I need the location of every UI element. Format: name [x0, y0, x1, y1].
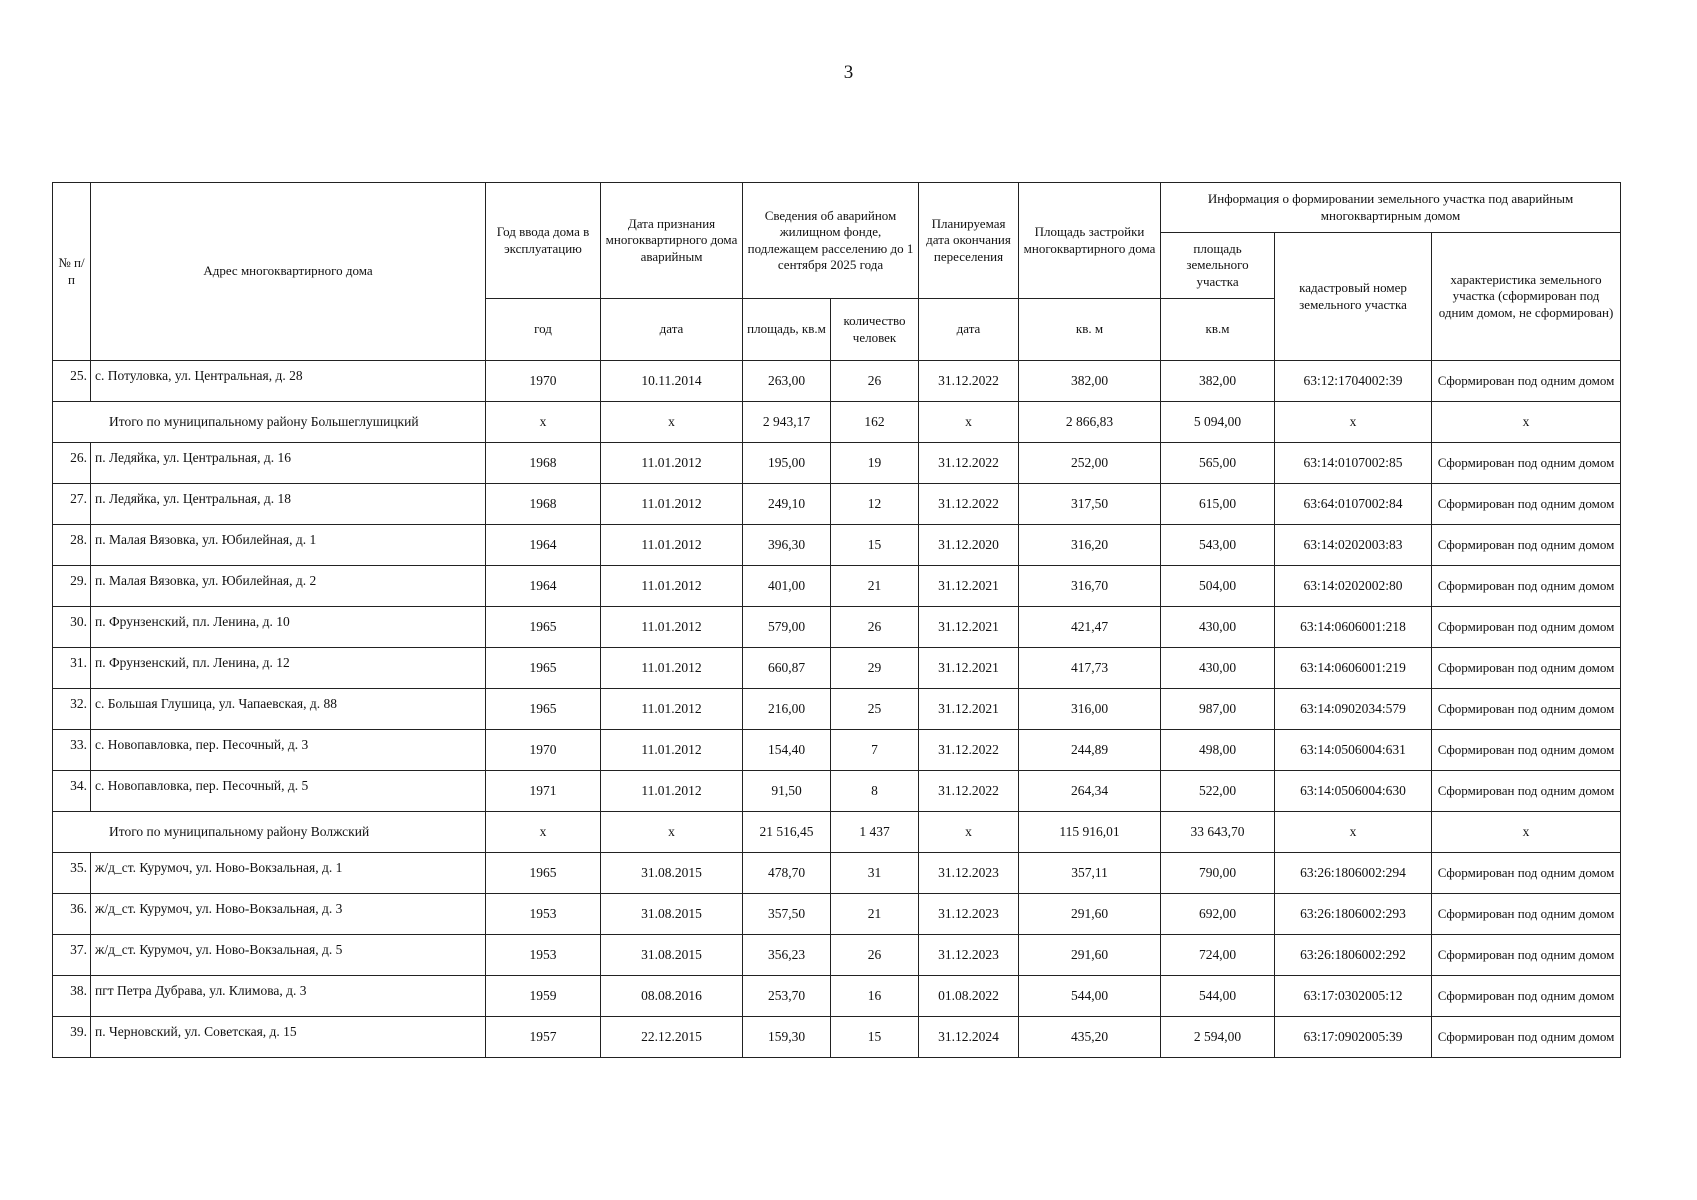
header-unit-land: кв.м [1161, 299, 1275, 361]
table-row [53, 443, 1621, 484]
cell-planned-date: 01.08.2022 [919, 976, 1019, 1017]
cell-land-area: 790,00 [1161, 853, 1275, 894]
cell-build-area: 316,00 [1019, 689, 1161, 730]
cell-recognition-date: x [601, 402, 743, 443]
cell-people: 1 437 [831, 812, 919, 853]
header-recognition-date: Дата признания многоквартирного дома аварийным [601, 183, 743, 299]
cell-recognition-date: 08.08.2016 [601, 976, 743, 1017]
cell-cadastral: 63:14:0606001:219 [1275, 648, 1432, 689]
cell-number: 31. [53, 648, 91, 689]
cell-people: 26 [831, 607, 919, 648]
cell-land-feature: Сформирован под одним домом [1432, 1017, 1621, 1058]
table-row [53, 566, 1621, 607]
cell-land-feature: Сформирован под одним домом [1432, 443, 1621, 484]
cell-cadastral: 63:14:0202002:80 [1275, 566, 1432, 607]
cell-land-area: 2 594,00 [1161, 1017, 1275, 1058]
cell-planned-date: 31.12.2021 [919, 566, 1019, 607]
cell-number: 27. [53, 484, 91, 525]
cell-area: 396,30 [743, 525, 831, 566]
cell-number: 25. [53, 361, 91, 402]
cell-build-area: 421,47 [1019, 607, 1161, 648]
cell-cadastral: x [1275, 402, 1432, 443]
subtotal-row [53, 812, 1621, 853]
cell-recognition-date: 31.08.2015 [601, 894, 743, 935]
cell-land-area: 692,00 [1161, 894, 1275, 935]
cell-land-area: 5 094,00 [1161, 402, 1275, 443]
cell-year: 1964 [486, 566, 601, 607]
cell-recognition-date: 31.08.2015 [601, 853, 743, 894]
table-header [53, 183, 1621, 361]
cell-year: 1964 [486, 525, 601, 566]
cell-land-area: 430,00 [1161, 607, 1275, 648]
cell-land-feature: x [1432, 812, 1621, 853]
cell-recognition-date: 11.01.2012 [601, 771, 743, 812]
cell-address: с. Новопавловка, пер. Песочный, д. 5 [91, 771, 486, 812]
cell-recognition-date: 11.01.2012 [601, 443, 743, 484]
cell-area: 253,70 [743, 976, 831, 1017]
cell-area: 195,00 [743, 443, 831, 484]
cell-people: 162 [831, 402, 919, 443]
header-land-area: площадь земельного участка [1161, 233, 1275, 299]
cell-number: 26. [53, 443, 91, 484]
cell-build-area: 544,00 [1019, 976, 1161, 1017]
cell-planned-date: 31.12.2022 [919, 730, 1019, 771]
cell-planned-date: 31.12.2022 [919, 771, 1019, 812]
subtotal-label: Итого по муниципальному району Волжский [53, 812, 486, 853]
cell-people: 7 [831, 730, 919, 771]
cell-year: 1965 [486, 607, 601, 648]
cell-planned-date: 31.12.2023 [919, 853, 1019, 894]
cell-address: пгт Петра Дубрава, ул. Климова, д. 3 [91, 976, 486, 1017]
cell-recognition-date: 11.01.2012 [601, 689, 743, 730]
cell-number: 28. [53, 525, 91, 566]
cell-address: ж/д_ст. Курумоч, ул. Ново-Вокзальная, д. 1 [91, 853, 486, 894]
subtotal-row [53, 402, 1621, 443]
cell-build-area: 435,20 [1019, 1017, 1161, 1058]
cell-build-area: 2 866,83 [1019, 402, 1161, 443]
cell-area: 356,23 [743, 935, 831, 976]
header-unit-area: площадь, кв.м [743, 299, 831, 361]
cell-year: 1957 [486, 1017, 601, 1058]
cell-people: 8 [831, 771, 919, 812]
cell-cadastral: 63:14:0107002:85 [1275, 443, 1432, 484]
cell-area: 159,30 [743, 1017, 831, 1058]
cell-cadastral: 63:26:1806002:292 [1275, 935, 1432, 976]
header-address: Адрес многоквартирного дома [91, 183, 486, 361]
page-number: 3 [843, 62, 854, 83]
cell-number: 35. [53, 853, 91, 894]
cell-land-feature: Сформирован под одним домом [1432, 689, 1621, 730]
cell-number: 29. [53, 566, 91, 607]
table-row [53, 730, 1621, 771]
cell-area: 263,00 [743, 361, 831, 402]
cell-people: 15 [831, 525, 919, 566]
header-planned-date: Планируемая дата окончания переселения [919, 183, 1019, 299]
cell-address: ж/д_ст. Курумоч, ул. Ново-Вокзальная, д. 5 [91, 935, 486, 976]
table-row [53, 1017, 1621, 1058]
cell-planned-date: 31.12.2022 [919, 361, 1019, 402]
cell-cadastral: x [1275, 812, 1432, 853]
header-unit-build: кв. м [1019, 299, 1161, 361]
table-body [53, 361, 1621, 1058]
cell-recognition-date: x [601, 812, 743, 853]
cell-recognition-date: 11.01.2012 [601, 566, 743, 607]
cell-year: x [486, 812, 601, 853]
cell-build-area: 115 916,01 [1019, 812, 1161, 853]
cell-planned-date: 31.12.2023 [919, 894, 1019, 935]
cell-area: 21 516,45 [743, 812, 831, 853]
cell-cadastral: 63:14:0506004:631 [1275, 730, 1432, 771]
cell-address: п. Малая Вязовка, ул. Юбилейная, д. 2 [91, 566, 486, 607]
cell-build-area: 316,20 [1019, 525, 1161, 566]
header-unit-year: год [486, 299, 601, 361]
cell-land-feature: Сформирован под одним домом [1432, 361, 1621, 402]
cell-area: 2 943,17 [743, 402, 831, 443]
cell-planned-date: 31.12.2022 [919, 484, 1019, 525]
cell-land-area: 565,00 [1161, 443, 1275, 484]
table-row [53, 607, 1621, 648]
table-row [53, 894, 1621, 935]
cell-land-feature: Сформирован под одним домом [1432, 730, 1621, 771]
cell-area: 216,00 [743, 689, 831, 730]
emergency-housing-table [52, 182, 1621, 1058]
cell-planned-date: 31.12.2023 [919, 935, 1019, 976]
cell-planned-date: x [919, 812, 1019, 853]
cell-year: 1970 [486, 361, 601, 402]
table-row [53, 525, 1621, 566]
cell-land-area: 430,00 [1161, 648, 1275, 689]
table-row [53, 689, 1621, 730]
cell-address: с. Большая Глушица, ул. Чапаевская, д. 88 [91, 689, 486, 730]
cell-people: 21 [831, 566, 919, 607]
cell-land-area: 498,00 [1161, 730, 1275, 771]
cell-number: 38. [53, 976, 91, 1017]
cell-build-area: 291,60 [1019, 935, 1161, 976]
table-row [53, 771, 1621, 812]
cell-cadastral: 63:17:0302005:12 [1275, 976, 1432, 1017]
cell-people: 31 [831, 853, 919, 894]
cell-build-area: 417,73 [1019, 648, 1161, 689]
subtotal-label: Итого по муниципальному району Большеглушицкий [53, 402, 486, 443]
cell-address: с. Новопавловка, пер. Песочный, д. 3 [91, 730, 486, 771]
cell-recognition-date: 31.08.2015 [601, 935, 743, 976]
cell-people: 19 [831, 443, 919, 484]
cell-people: 25 [831, 689, 919, 730]
cell-cadastral: 63:14:0902034:579 [1275, 689, 1432, 730]
cell-number: 37. [53, 935, 91, 976]
cell-people: 29 [831, 648, 919, 689]
cell-area: 660,87 [743, 648, 831, 689]
cell-address: ж/д_ст. Курумоч, ул. Ново-Вокзальная, д. 3 [91, 894, 486, 935]
cell-land-area: 543,00 [1161, 525, 1275, 566]
header-emergency-fund: Сведения об аварийном жилищном фонде, подлежащем расселению до 1 сентября 2025 года [743, 183, 919, 299]
cell-people: 26 [831, 935, 919, 976]
cell-area: 249,10 [743, 484, 831, 525]
cell-build-area: 244,89 [1019, 730, 1161, 771]
cell-area: 579,00 [743, 607, 831, 648]
cell-land-feature: Сформирован под одним домом [1432, 525, 1621, 566]
cell-year: 1968 [486, 443, 601, 484]
table-row [53, 853, 1621, 894]
table-row [53, 648, 1621, 689]
cell-area: 357,50 [743, 894, 831, 935]
cell-land-area: 724,00 [1161, 935, 1275, 976]
cell-land-feature: x [1432, 402, 1621, 443]
cell-land-area: 615,00 [1161, 484, 1275, 525]
cell-cadastral: 63:26:1806002:294 [1275, 853, 1432, 894]
cell-planned-date: x [919, 402, 1019, 443]
cell-year: 1965 [486, 853, 601, 894]
cell-build-area: 382,00 [1019, 361, 1161, 402]
cell-area: 91,50 [743, 771, 831, 812]
cell-build-area: 316,70 [1019, 566, 1161, 607]
table-row [53, 484, 1621, 525]
table-row [53, 976, 1621, 1017]
cell-planned-date: 31.12.2022 [919, 443, 1019, 484]
cell-land-feature: Сформирован под одним домом [1432, 771, 1621, 812]
cell-build-area: 252,00 [1019, 443, 1161, 484]
cell-people: 21 [831, 894, 919, 935]
cell-year: 1953 [486, 894, 601, 935]
table-row [53, 361, 1621, 402]
cell-people: 26 [831, 361, 919, 402]
cell-people: 12 [831, 484, 919, 525]
cell-address: п. Фрунзенский, пл. Ленина, д. 12 [91, 648, 486, 689]
cell-year: 1970 [486, 730, 601, 771]
cell-planned-date: 31.12.2021 [919, 689, 1019, 730]
cell-planned-date: 31.12.2024 [919, 1017, 1019, 1058]
cell-year: 1968 [486, 484, 601, 525]
cell-year: x [486, 402, 601, 443]
cell-land-area: 504,00 [1161, 566, 1275, 607]
cell-year: 1971 [486, 771, 601, 812]
cell-address: п. Черновский, ул. Советская, д. 15 [91, 1017, 486, 1058]
cell-people: 16 [831, 976, 919, 1017]
cell-address: с. Потуловка, ул. Центральная, д. 28 [91, 361, 486, 402]
cell-number: 30. [53, 607, 91, 648]
header-year: Год ввода дома в эксплуатацию [486, 183, 601, 299]
cell-recognition-date: 11.01.2012 [601, 607, 743, 648]
cell-cadastral: 63:12:1704002:39 [1275, 361, 1432, 402]
cell-land-feature: Сформирован под одним домом [1432, 853, 1621, 894]
cell-cadastral: 63:17:0902005:39 [1275, 1017, 1432, 1058]
cell-year: 1953 [486, 935, 601, 976]
cell-area: 478,70 [743, 853, 831, 894]
cell-land-area: 987,00 [1161, 689, 1275, 730]
cell-land-area: 544,00 [1161, 976, 1275, 1017]
cell-cadastral: 63:64:0107002:84 [1275, 484, 1432, 525]
cell-build-area: 291,60 [1019, 894, 1161, 935]
header-unit-people: количество человек [831, 299, 919, 361]
cell-address: п. Фрунзенский, пл. Ленина, д. 10 [91, 607, 486, 648]
cell-year: 1965 [486, 689, 601, 730]
cell-address: п. Ледяйка, ул. Центральная, д. 18 [91, 484, 486, 525]
cell-land-feature: Сформирован под одним домом [1432, 607, 1621, 648]
header-land-feature: характеристика земельного участка (сформирован под одним домом, не сформирован) [1432, 233, 1621, 361]
cell-build-area: 357,11 [1019, 853, 1161, 894]
cell-build-area: 264,34 [1019, 771, 1161, 812]
cell-year: 1959 [486, 976, 601, 1017]
cell-land-area: 382,00 [1161, 361, 1275, 402]
cell-land-area: 33 643,70 [1161, 812, 1275, 853]
cell-number: 39. [53, 1017, 91, 1058]
cell-area: 401,00 [743, 566, 831, 607]
cell-recognition-date: 22.12.2015 [601, 1017, 743, 1058]
header-num: № п/п [53, 183, 91, 361]
cell-people: 15 [831, 1017, 919, 1058]
cell-cadastral: 63:14:0606001:218 [1275, 607, 1432, 648]
cell-cadastral: 63:14:0506004:630 [1275, 771, 1432, 812]
header-unit-date: дата [601, 299, 743, 361]
cell-land-feature: Сформирован под одним домом [1432, 648, 1621, 689]
cell-address: п. Ледяйка, ул. Центральная, д. 16 [91, 443, 486, 484]
cell-cadastral: 63:14:0202003:83 [1275, 525, 1432, 566]
cell-recognition-date: 11.01.2012 [601, 525, 743, 566]
cell-number: 32. [53, 689, 91, 730]
cell-land-feature: Сформирован под одним домом [1432, 484, 1621, 525]
cell-build-area: 317,50 [1019, 484, 1161, 525]
cell-number: 33. [53, 730, 91, 771]
header-unit-planned: дата [919, 299, 1019, 361]
cell-recognition-date: 11.01.2012 [601, 648, 743, 689]
cell-area: 154,40 [743, 730, 831, 771]
cell-land-feature: Сформирован под одним домом [1432, 894, 1621, 935]
header-build-area: Площадь застройки многоквартирного дома [1019, 183, 1161, 299]
cell-recognition-date: 11.01.2012 [601, 484, 743, 525]
cell-number: 36. [53, 894, 91, 935]
cell-year: 1965 [486, 648, 601, 689]
cell-land-feature: Сформирован под одним домом [1432, 976, 1621, 1017]
cell-planned-date: 31.12.2020 [919, 525, 1019, 566]
cell-planned-date: 31.12.2021 [919, 607, 1019, 648]
cell-land-feature: Сформирован под одним домом [1432, 935, 1621, 976]
table-row [53, 935, 1621, 976]
cell-recognition-date: 10.11.2014 [601, 361, 743, 402]
cell-number: 34. [53, 771, 91, 812]
cell-planned-date: 31.12.2021 [919, 648, 1019, 689]
cell-recognition-date: 11.01.2012 [601, 730, 743, 771]
cell-address: п. Малая Вязовка, ул. Юбилейная, д. 1 [91, 525, 486, 566]
cell-land-feature: Сформирован под одним домом [1432, 566, 1621, 607]
cell-cadastral: 63:26:1806002:293 [1275, 894, 1432, 935]
header-cadastral: кадастровый номер земельного участка [1275, 233, 1432, 361]
header-land-info: Информация о формировании земельного участка под аварийным многоквартирным домом [1161, 183, 1621, 233]
cell-land-area: 522,00 [1161, 771, 1275, 812]
